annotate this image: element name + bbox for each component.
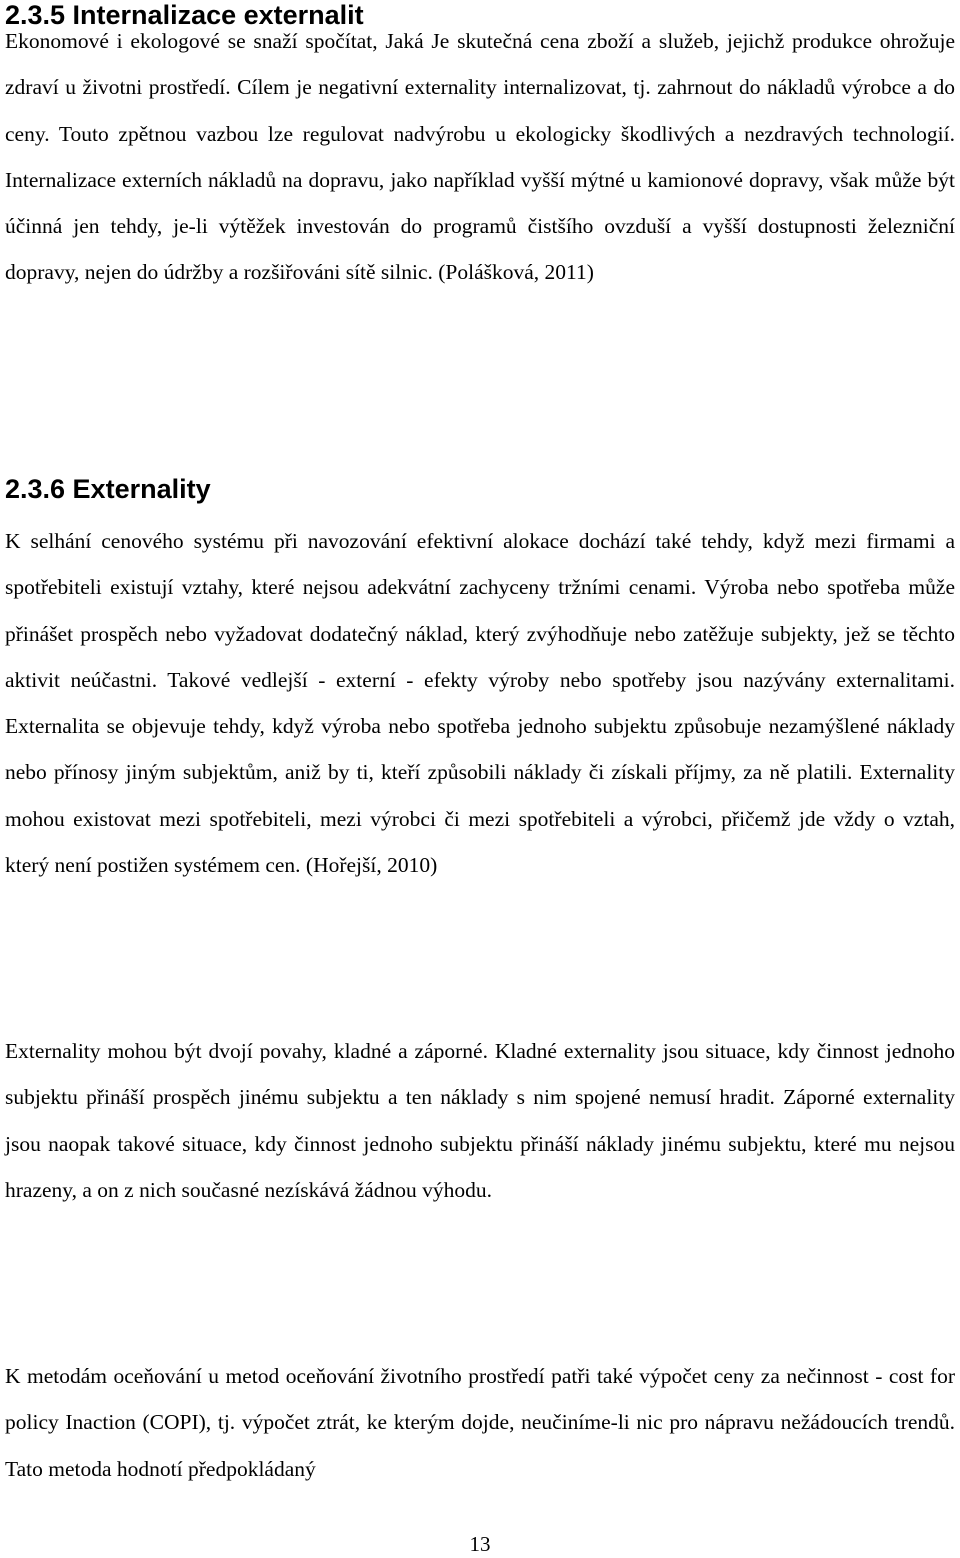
paragraph-valuation-methods: K metodám oceňování u metod oceňování životního prostředí patři také výpočet ceny za nečinnost - cost for policy Inaction (COPI), tj. výpočet ztrát, ke kterým dojde, neučiníme-li nic pro nápravu nežádoucích trendů. Tato metoda hodnotí předpokládaný (5, 1364, 955, 1481)
paragraph-externality-types: Externality mohou být dvojí povahy, kladné a záporné. Kladné externality jsou situace, kdy činnost jednoho subjektu přináší prospěch jinému subjektu a ten náklady s nim spojené nemusí hradit. Záporné externality jsou naopak takové situace, kdy činnost jednoho subjektu přináší náklady jinému subjektu, které mu nejsou hrazeny, a on z nich současné nezískává žádnou výhodu. (5, 1039, 955, 1202)
section-heading-internalizace: 2.3.5 Internalizace externalit (5, 0, 364, 30)
page-number: 13 (469, 1532, 491, 1556)
paragraph-externality-definition: K selhání cenového systému při navozování efektivní alokace dochází také tehdy, když mezi firmami a spotřebiteli existují vztahy, které nejsou adekvátní zachyceny tržními cenami. Výroba nebo spotřeba může přinášet prospěch nebo vyžadovat dodatečný náklad, který zvýhodňuje nebo zatěžuje subjekty, jež se těchto aktivit neúčastni. Takové vedlejší - externí - efekty výroby nebo spotřeby jsou nazývány externalitami. Externalita se objevuje tehdy, když výroba nebo spotřeba jednoho subjektu způsobuje nezamýšlené náklady nebo přínosy jiným subjektům, aniž by ti, kteří způsobili náklady či získali příjmy, za ně platili. Externality mohou existovat mezi spotřebiteli, mezi výrobci či mezi spotřebiteli a výrobci, přičemž jde vždy o vztah, který není postižen systémem cen. (Hořejší, 2010) (5, 529, 955, 878)
paragraph-internalizace: Ekonomové i ekologové se snaží spočítat, Jaká Je skutečná cena zboží a služeb, jejichž produkce ohrožuje zdraví u životni prostředí. Cílem je negativní externality internalizovat, tj. zahrnout do nákladů výrobce a do ceny. Touto zpětnou vazbou lze regulovat nadvýrobu u ekologicky škodlivých a nezdravých technologií. Internalizace externích nákladů na dopravu, jako například vyšší mýtné u kamionové dopravy, však může být účinná jen tehdy, je-li výtěžek investován do programů čistšího ovzduší a vyšší dostupnosti železniční dopravy, nejen do údržby a rozšiřováni sítě silnic. (Polášková, 2011) (5, 29, 955, 285)
section-heading-externality: 2.3.6 Externality (5, 474, 211, 504)
